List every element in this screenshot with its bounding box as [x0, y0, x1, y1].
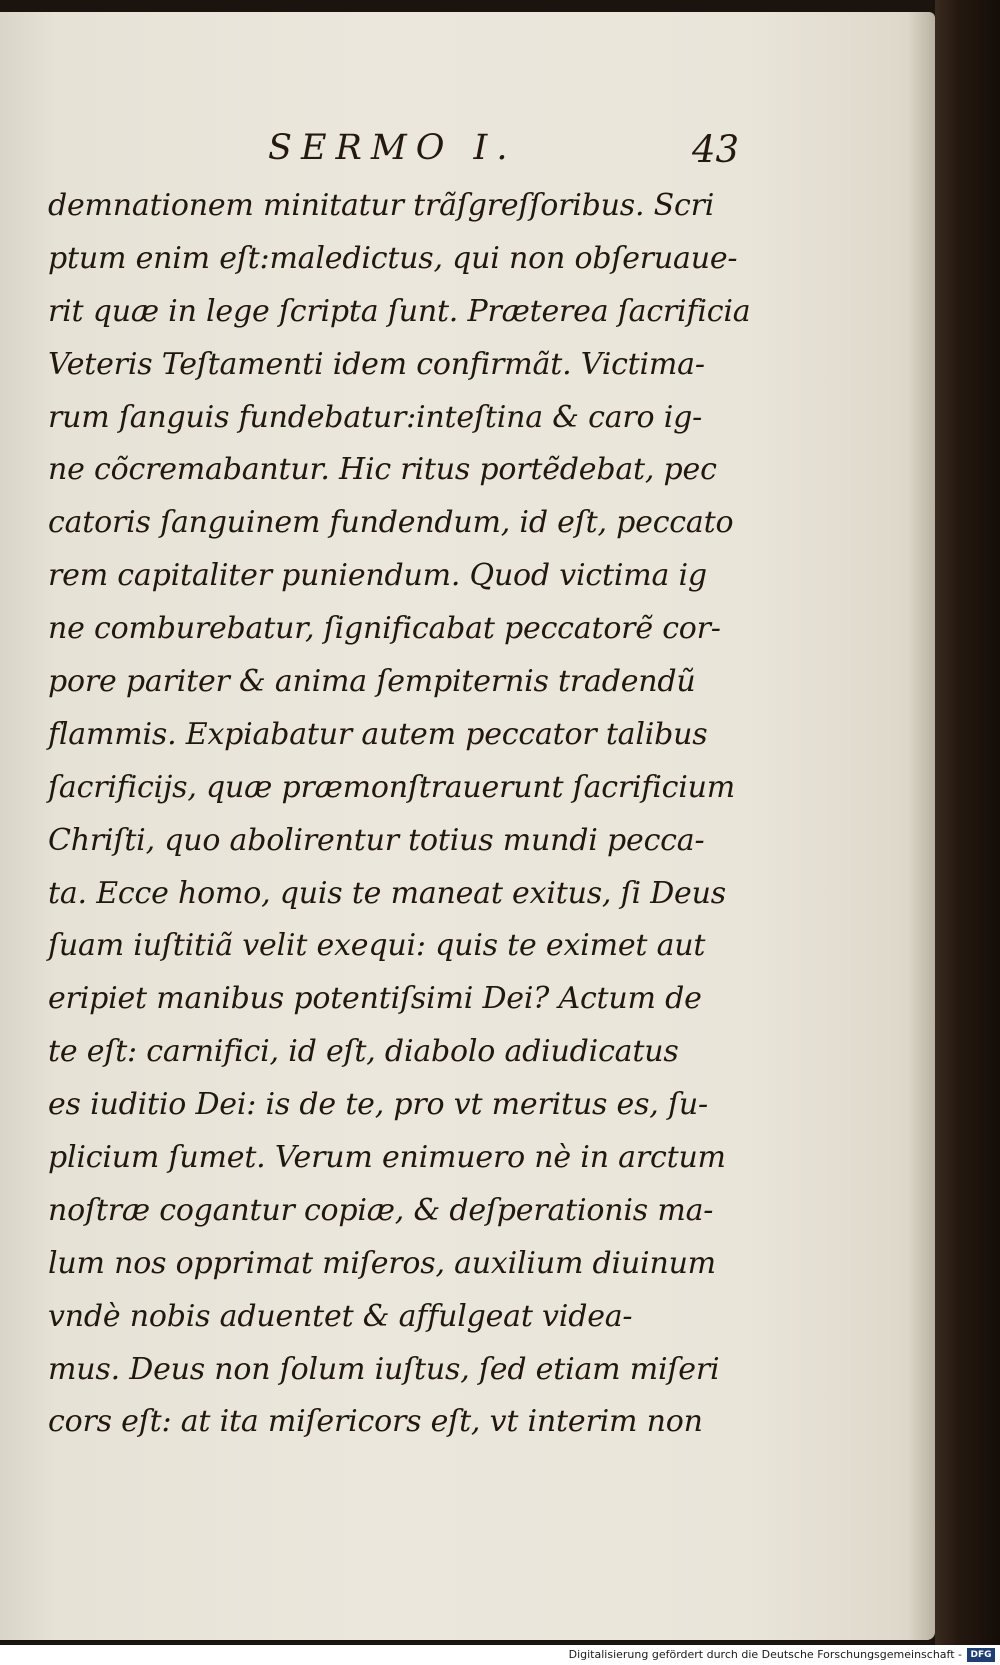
- book-binding-edge: [935, 0, 1000, 1645]
- digitization-footer: [0, 1645, 1000, 1665]
- text-line: rem capitaliter puniendum. Quod victima ig: [48, 558, 707, 594]
- text-line: Chriſti, quo abolirentur totius mundi pecca-: [48, 822, 705, 858]
- text-line: rit quæ in lege ſcripta ſunt. Præterea ſacrificia: [48, 293, 751, 329]
- text-line: flammis. Expiabatur autem peccator talibus: [48, 716, 708, 752]
- text-line: plicium ſumet. Verum enimuero nè in arctum: [48, 1140, 726, 1176]
- text-line: te eſt: carnifici, id eſt, diabolo adiudicatus: [48, 1034, 679, 1070]
- text-line: demnationem minitatur trãſgreſſoribus. Scri: [48, 188, 715, 223]
- page-number: 43: [692, 128, 740, 171]
- text-line: lum nos opprimat miſeros, auxilium diuinum: [48, 1245, 716, 1281]
- dfg-logo: DFG: [967, 1648, 995, 1662]
- text-line: ne cõcremabantur. Hic ritus portẽdebat, pec: [48, 452, 717, 488]
- text-line: noſtræ cogantur copiæ, & deſperationis ma-: [48, 1192, 714, 1228]
- sermon-text: [48, 180, 768, 1449]
- text-line: es iuditio Dei: is de te, pro vt meritus es, ſu-: [48, 1087, 708, 1123]
- text-line: ptum enim eſt:maledictus, qui non obſeruaue-: [48, 240, 738, 276]
- text-line: ta. Ecce homo, quis te maneat exitus, ſi Deus: [48, 875, 726, 911]
- text-line: pore pariter & anima ſempiternis tradendũ: [48, 664, 696, 700]
- text-line: mus. Deus non ſolum iuſtus, ſed etiam miſeri: [48, 1351, 720, 1387]
- running-title: SERMO I.: [268, 128, 517, 168]
- text-line: Veteris Teſtamenti idem confirmãt. Victima-: [48, 346, 705, 382]
- text-line: ne comburebatur, ſignificabat peccatorẽ cor-: [48, 611, 721, 647]
- text-line: cors eſt: at ita miſericors eſt, vt interim non: [48, 1404, 703, 1440]
- text-line: ſacrificijs, quæ præmonſtrauerunt ſacrificium: [48, 769, 736, 805]
- funding-credit: Digitalisierung gefördert durch die Deutsche Forschungsgemeinschaft -: [568, 1648, 962, 1661]
- text-line: vndè nobis aduentet & affulgeat videa-: [48, 1298, 633, 1334]
- text-line: catoris ſanguinem fundendum, id eſt, peccato: [48, 505, 734, 541]
- text-line: rum ſanguis fundebatur:inteſtina & caro ig-: [48, 399, 703, 435]
- text-line: ſuam iuſtitiã velit exequi: quis te eximet aut: [48, 928, 706, 964]
- page-header: [0, 128, 935, 188]
- text-line: eripiet manibus potentiſsimi Dei? Actum de: [48, 981, 702, 1017]
